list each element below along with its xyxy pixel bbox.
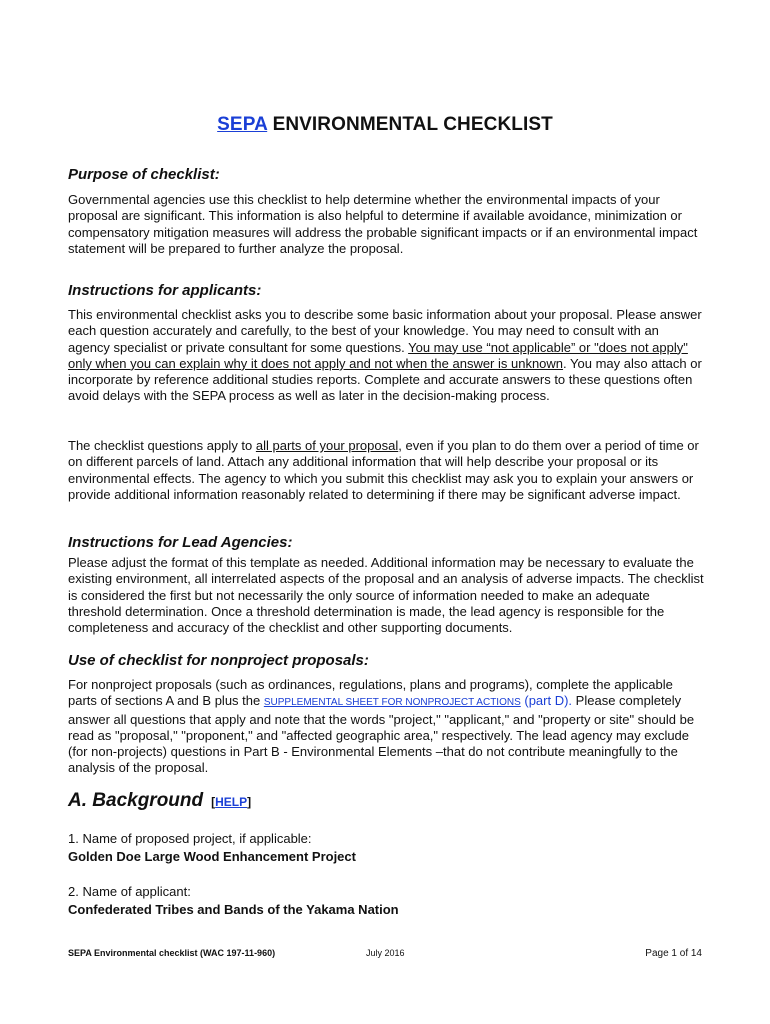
- page-title: [0, 114, 770, 136]
- applicants-p1-start: This environmental checklist asks you to describe some basic information about your proposal. Please answer each question accurately and carefully, to the best of your knowledge. You may need to consult with an agency specialist or private consultant for some questions.: [68, 307, 702, 355]
- purpose-heading: Purpose of checklist:: [68, 166, 220, 183]
- nonproject-heading: Use of checklist for nonproject proposals:: [68, 652, 369, 669]
- applicants-heading: Instructions for applicants:: [68, 282, 262, 299]
- applicants-p2-underlined: all parts of your proposal: [255, 438, 399, 453]
- background-section-heading: [68, 790, 251, 812]
- lead-agencies-heading: Instructions for Lead Agencies:: [68, 534, 293, 551]
- answer-1: Golden Doe Large Wood Enhancement Project: [68, 849, 356, 864]
- applicants-p2-start: The checklist questions apply to: [68, 438, 256, 453]
- help-bracket-open: [: [211, 795, 216, 809]
- applicants-p1-end: . You may also attach or incorporate by reference additional studies reports. Complete and accurate answers to these questions often avoid delays with the SEPA process as well as later in the decision-making process.: [68, 355, 702, 404]
- question-1: 1. Name of proposed project, if applicable:: [68, 831, 312, 846]
- background-title: A. Background: [68, 790, 204, 811]
- answer-2: Confederated Tribes and Bands of the Yakama Nation: [68, 902, 399, 917]
- applicants-paragraph-2: [68, 438, 704, 503]
- footer-doc-name: SEPA Environmental checklist (WAC 197-11-960): [68, 948, 276, 958]
- supplemental-sheet-link[interactable]: SUPPLEMENTAL SHEET FOR NONPROJECT ACTIONS: [263, 697, 521, 709]
- applicants-p2-end: , even if you plan to do them over a period of time or on different parcels of land. Attach any additional information that will help describe your proposal or its environmental effects. The agency to which you submit this checklist may ask you to explain your answers or provide additional information reasonably related to determining if there may be significant adverse impact.: [68, 438, 699, 502]
- lead-agencies-text: Please adjust the format of this template as needed. Additional information may be necessary to evaluate the existing environment, all interrelated aspects of the proposal and an analysis of adverse impacts. The checklist is considered the first but not necessarily the only source of information needed to make an adequate threshold determination. Once a threshold determination is made, the lead agency is responsible for the completeness and accuracy of the checklist and other supporting documents.: [68, 555, 704, 636]
- help-label: HELP: [215, 795, 248, 809]
- applicants-paragraph-1: [68, 307, 704, 405]
- question-2: 2. Name of applicant:: [68, 884, 191, 899]
- nonproject-text: [68, 677, 704, 777]
- applicants-p1-underlined: You may use “not applicable” or "does not apply" only when you can explain why it does not apply and not when the answer is unknown: [68, 339, 688, 371]
- footer-date: July 2016: [366, 948, 405, 958]
- part-d-label: (part D).: [520, 693, 573, 709]
- title-text: ENVIRONMENTAL CHECKLIST: [267, 114, 553, 135]
- sepa-link[interactable]: SEPA: [217, 114, 268, 135]
- help-bracket-close: ]: [247, 795, 252, 809]
- help-link[interactable]: [211, 795, 251, 809]
- purpose-text: Governmental agencies use this checklist to help determine whether the environmental impacts of your proposal are significant. This information is also helpful to determine if available avoidance, minimization or compensatory mitigation measures will address the probable significant impacts or if an environmental impact statement will be prepared to further analyze the proposal.: [68, 192, 698, 256]
- nonproject-text-end: Please completely answer all questions that apply and note that the words "project," "applicant," and "property or site" should be read as "proposal," "proponent," and "affected geographic area," respectively. The lead agency may exclude (for non-projects) questions in Part B - Environmental Elements –that do not contribute meaningfully to the analysis of the proposal.: [68, 693, 695, 776]
- nonproject-text-start: For nonproject proposals (such as ordinances, regulations, plans and programs), complete the applicable parts of sections A and B plus the: [68, 677, 673, 709]
- footer-page-number: Page 1 of 14: [645, 948, 702, 959]
